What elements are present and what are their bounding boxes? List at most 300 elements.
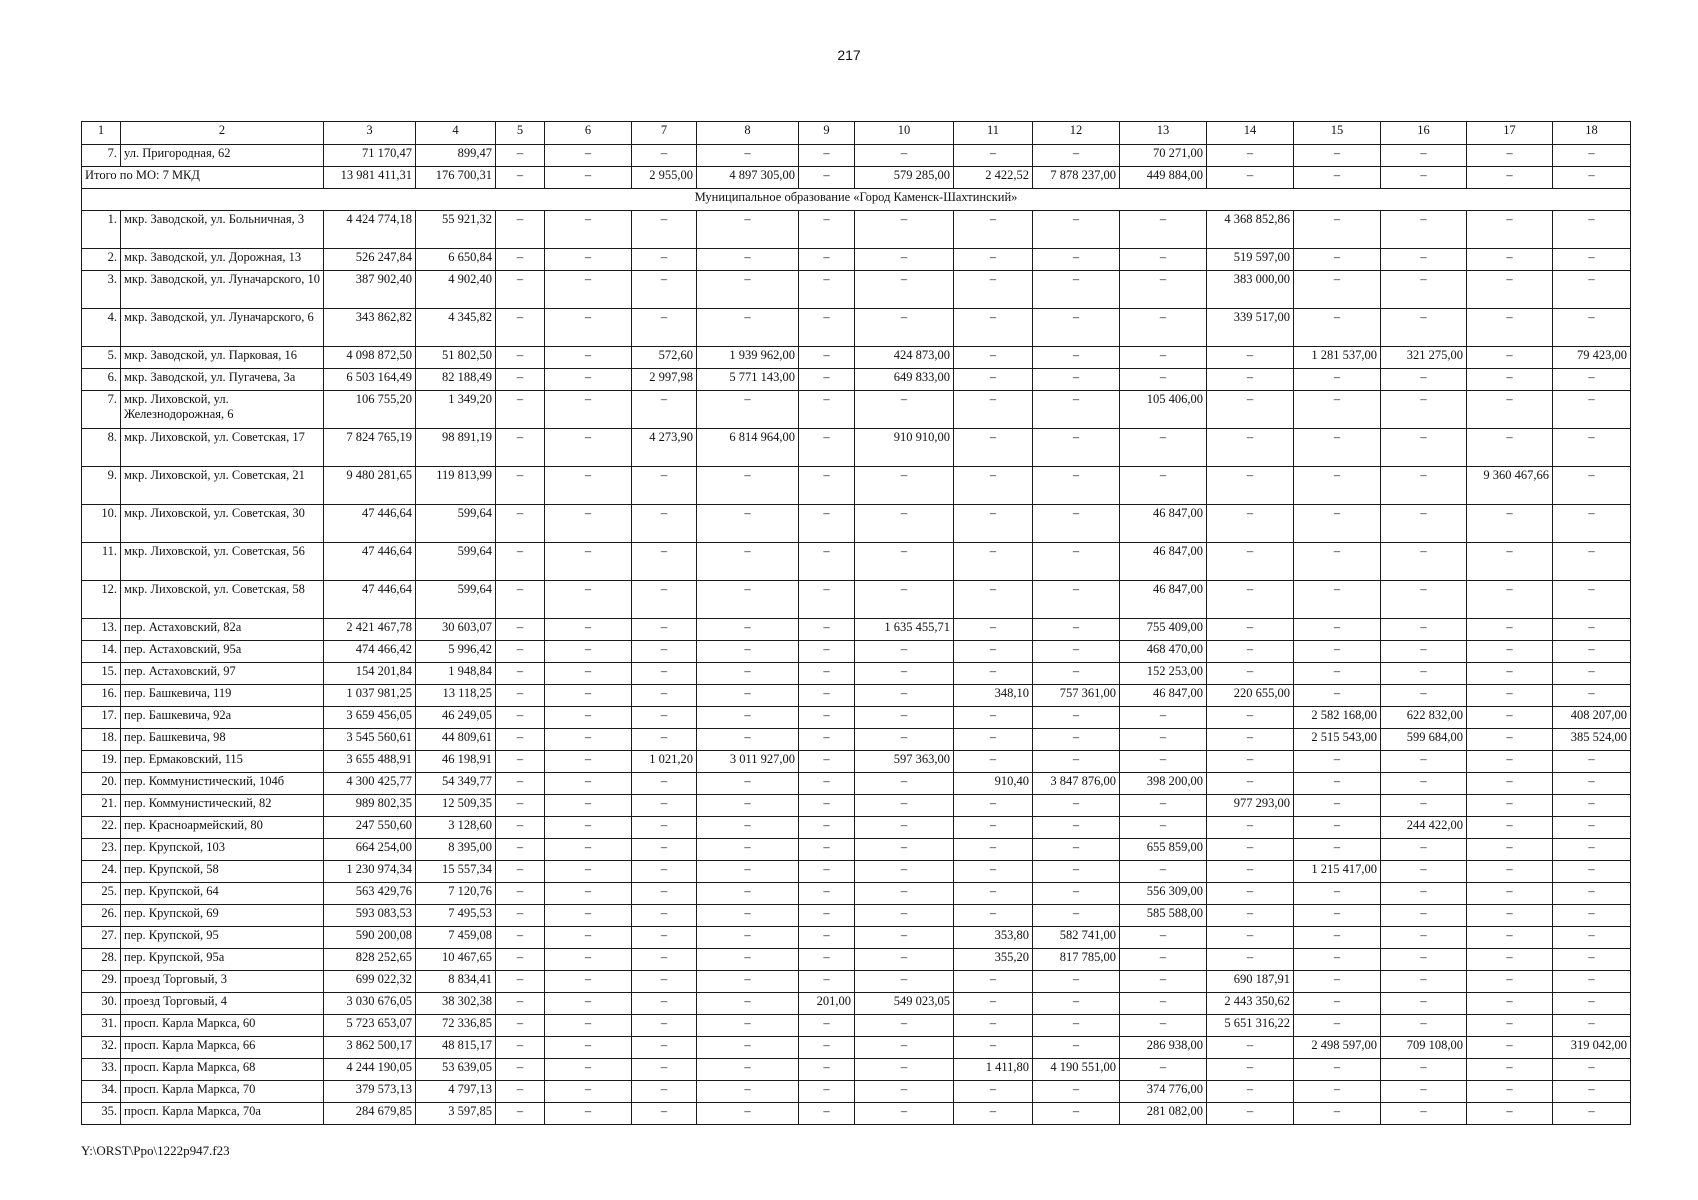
table-cell: 599,64 [416,505,496,543]
table-cell: – [697,391,799,429]
table-cell: – [496,167,545,189]
table-row [82,663,1631,685]
table-cell: – [954,839,1033,861]
table-cell: – [697,861,799,883]
table-cell: – [1207,663,1294,685]
table-cell: – [799,927,855,949]
table-cell: – [1467,369,1553,391]
table-cell: – [954,663,1033,685]
table-cell: 339 517,00 [1207,309,1294,347]
table-cell: – [1294,1015,1381,1037]
table-cell: 2 582 168,00 [1294,707,1381,729]
address-cell: пер. Крупской, 103 [121,839,324,861]
table-cell: – [697,581,799,619]
table-cell: – [1033,993,1120,1015]
table-row [82,1059,1631,1081]
table-cell: – [1381,993,1467,1015]
table-cell: – [632,641,697,663]
table-cell: – [954,429,1033,467]
address-cell: пер. Башкевича, 98 [121,729,324,751]
table-cell: – [855,707,954,729]
table-cell: 348,10 [954,685,1033,707]
row-number: 12. [82,581,121,619]
table-cell: 82 188,49 [416,369,496,391]
table-cell: 7 824 765,19 [324,429,416,467]
address-cell: мкр. Заводской, ул. Луначарского, 6 [121,309,324,347]
table-cell: 622 832,00 [1381,707,1467,729]
table-cell: – [496,1059,545,1081]
table-cell: – [1294,1081,1381,1103]
address-cell: пер. Крупской, 69 [121,905,324,927]
table-cell: 4 190 551,00 [1033,1059,1120,1081]
table-cell: – [496,347,545,369]
table-cell: – [1467,663,1553,685]
row-number: 29. [82,971,121,993]
table-cell: – [799,1103,855,1125]
table-cell: – [545,1103,632,1125]
table-cell: – [632,971,697,993]
table-cell: 201,00 [799,993,855,1015]
table-cell: – [632,505,697,543]
address-cell: проезд Торговый, 3 [121,971,324,993]
table-cell: – [799,685,855,707]
table-cell: 398 200,00 [1120,773,1207,795]
table-cell: – [697,1037,799,1059]
table-cell: 709 108,00 [1381,1037,1467,1059]
column-number: 6 [545,122,632,145]
table-row [82,1103,1631,1125]
table-cell: 3 128,60 [416,817,496,839]
table-cell: – [496,581,545,619]
table-cell: 4 273,90 [632,429,697,467]
table-cell: – [545,663,632,685]
table-cell: – [954,1103,1033,1125]
table-cell: – [799,145,855,167]
table-cell: – [1294,905,1381,927]
table-cell: – [855,949,954,971]
table-row [82,641,1631,663]
table-cell: 828 252,65 [324,949,416,971]
table-cell: – [545,467,632,505]
table-cell: – [632,861,697,883]
table-cell: – [1033,971,1120,993]
table-cell: – [855,505,954,543]
table-cell: – [545,1015,632,1037]
address-cell: мкр. Заводской, ул. Луначарского, 10 [121,271,324,309]
table-cell: – [632,543,697,581]
table-cell: – [632,883,697,905]
table-cell: – [1381,1059,1467,1081]
table-cell: – [1381,211,1467,249]
table-cell: – [545,949,632,971]
table-cell: – [1294,817,1381,839]
table-cell: – [697,619,799,641]
table-row [82,145,1631,167]
table-cell: 53 639,05 [416,1059,496,1081]
table-cell: – [1553,581,1631,619]
table-cell: – [632,685,697,707]
table-cell: – [1033,145,1120,167]
table-cell: 519 597,00 [1207,249,1294,271]
table-cell: 585 588,00 [1120,905,1207,927]
table-cell: 46 847,00 [1120,505,1207,543]
table-cell: – [545,429,632,467]
table-cell: – [545,729,632,751]
table-cell: – [1553,795,1631,817]
table-cell: 590 200,08 [324,927,416,949]
table-cell: – [1033,817,1120,839]
table-cell: – [1553,1015,1631,1037]
table-cell: – [1381,309,1467,347]
table-cell: – [954,347,1033,369]
table-cell: – [799,971,855,993]
table-cell: – [697,707,799,729]
table-cell: 6 814 964,00 [697,429,799,467]
table-cell: – [632,795,697,817]
row-number: 30. [82,993,121,1015]
table-row [82,971,1631,993]
table-cell: – [1294,309,1381,347]
table-cell: – [799,581,855,619]
table-cell: – [496,309,545,347]
table-cell: – [799,1015,855,1037]
table-cell: – [632,707,697,729]
table-cell: – [1553,1081,1631,1103]
table-cell: 899,47 [416,145,496,167]
column-number: 1 [82,122,121,145]
table-cell: – [1294,663,1381,685]
table-cell: – [1120,309,1207,347]
table-cell: – [1294,145,1381,167]
table-cell: – [545,1037,632,1059]
table-cell: – [799,543,855,581]
table-cell: 47 446,64 [324,543,416,581]
table-cell: – [1294,641,1381,663]
table-row [82,751,1631,773]
table-cell: 5 723 653,07 [324,1015,416,1037]
table-cell: 8 834,41 [416,971,496,993]
table-cell: – [1467,927,1553,949]
table-cell: – [496,1103,545,1125]
table-cell: 1 349,20 [416,391,496,429]
table-cell: – [1467,1059,1553,1081]
table-cell: – [1294,211,1381,249]
table-cell: – [496,619,545,641]
table-row [82,309,1631,347]
row-number: 25. [82,883,121,905]
table-cell: – [799,839,855,861]
row-number: 11. [82,543,121,581]
table-cell: – [1467,685,1553,707]
table-cell: – [1033,211,1120,249]
table-cell: – [1467,145,1553,167]
table-cell: – [855,773,954,795]
table-cell: 343 862,82 [324,309,416,347]
address-cell: мкр. Лиховской, ул. Советская, 21 [121,467,324,505]
table-cell: 46 847,00 [1120,581,1207,619]
table-cell: – [545,145,632,167]
column-number: 11 [954,122,1033,145]
table-cell: – [1467,167,1553,189]
table-row [82,369,1631,391]
table-cell: – [799,391,855,429]
table-cell: – [496,369,545,391]
table-cell: – [697,927,799,949]
table-cell: – [954,707,1033,729]
table-cell: – [1381,795,1467,817]
row-number: 22. [82,817,121,839]
row-number: 24. [82,861,121,883]
address-cell: пер. Башкевича, 92а [121,707,324,729]
table-cell: – [545,993,632,1015]
table-cell: – [1381,391,1467,429]
table-cell: – [1120,271,1207,309]
table-cell: 977 293,00 [1207,795,1294,817]
table-cell: – [1467,861,1553,883]
table-cell: – [855,211,954,249]
table-cell: – [545,347,632,369]
row-number: 19. [82,751,121,773]
row-number: 21. [82,795,121,817]
table-cell: – [697,839,799,861]
table-cell: – [799,751,855,773]
table-cell: 599,64 [416,581,496,619]
table-cell: 281 082,00 [1120,1103,1207,1125]
table-cell: 755 409,00 [1120,619,1207,641]
row-number: 35. [82,1103,121,1125]
table-cell: – [496,861,545,883]
table-cell: 5 771 143,00 [697,369,799,391]
table-cell: – [1381,751,1467,773]
table-cell: – [1381,167,1467,189]
table-cell: – [496,211,545,249]
table-cell: – [1207,861,1294,883]
table-cell: – [697,249,799,271]
table-cell: – [1467,429,1553,467]
table-cell: – [545,543,632,581]
table-cell: – [799,729,855,751]
table-cell: 3 655 488,91 [324,751,416,773]
table-cell: – [545,839,632,861]
table-cell: – [1033,369,1120,391]
address-cell: пер. Астаховский, 97 [121,663,324,685]
table-cell: – [545,883,632,905]
row-number: 27. [82,927,121,949]
table-cell: – [496,817,545,839]
table-cell: – [855,1059,954,1081]
table-cell: – [1294,839,1381,861]
table-cell: 4 244 190,05 [324,1059,416,1081]
table-cell: – [1033,347,1120,369]
table-cell: – [1553,1103,1631,1125]
table-row [82,773,1631,795]
address-cell: пер. Коммунистический, 82 [121,795,324,817]
row-number: 5. [82,347,121,369]
table-cell: – [1120,751,1207,773]
table-row [82,905,1631,927]
table-cell: 6 503 164,49 [324,369,416,391]
table-cell: – [632,993,697,1015]
column-number: 5 [496,122,545,145]
table-cell: 46 847,00 [1120,543,1207,581]
table-cell: 3 545 560,61 [324,729,416,751]
table-cell: – [1553,249,1631,271]
table-cell: – [545,817,632,839]
table-cell: – [632,145,697,167]
table-cell: 30 603,07 [416,619,496,641]
row-number: 17. [82,707,121,729]
table-cell: 353,80 [954,927,1033,949]
table-cell: – [1033,1037,1120,1059]
table-cell: 4 424 774,18 [324,211,416,249]
table-cell: – [496,905,545,927]
table-cell: – [496,467,545,505]
table-cell: – [545,1059,632,1081]
table-cell: – [855,581,954,619]
table-cell: – [1120,1059,1207,1081]
table-row [82,1081,1631,1103]
table-cell: – [1120,369,1207,391]
address-cell: мкр. Лиховской, ул. Советская, 56 [121,543,324,581]
table-cell: – [1381,1081,1467,1103]
table-cell: – [1033,751,1120,773]
column-number: 7 [632,122,697,145]
table-cell: – [1467,505,1553,543]
table-cell: 70 271,00 [1120,145,1207,167]
table-cell: – [545,369,632,391]
table-cell: – [954,751,1033,773]
table-cell: – [1294,927,1381,949]
table-cell: 48 815,17 [416,1037,496,1059]
table-cell: – [496,249,545,271]
table-cell: – [855,249,954,271]
table-cell: – [697,729,799,751]
table-cell: – [496,1037,545,1059]
address-cell: ул. Пригородная, 62 [121,145,324,167]
table-cell: – [545,249,632,271]
address-cell: мкр. Заводской, ул. Парковая, 16 [121,347,324,369]
table-cell: – [1467,211,1553,249]
table-cell: 98 891,19 [416,429,496,467]
table-cell: – [632,927,697,949]
table-cell: – [1381,369,1467,391]
table-row [82,467,1631,505]
table-cell: 4 300 425,77 [324,773,416,795]
table-cell: 319 042,00 [1553,1037,1631,1059]
table-cell: – [1294,619,1381,641]
table-cell: 556 309,00 [1120,883,1207,905]
table-cell: – [1381,581,1467,619]
table-cell: – [545,309,632,347]
table-cell: – [855,905,954,927]
table-cell: 10 467,65 [416,949,496,971]
table-cell: – [1381,1015,1467,1037]
table-cell: – [1033,309,1120,347]
table-cell: – [1294,795,1381,817]
table-cell: – [697,949,799,971]
table-cell: – [855,467,954,505]
table-cell: – [799,271,855,309]
table-row [82,927,1631,949]
table-cell: – [496,993,545,1015]
table-cell: 4 897 305,00 [697,167,799,189]
table-cell: – [1033,795,1120,817]
table-cell: – [632,729,697,751]
table-cell: – [545,391,632,429]
table-cell: 449 884,00 [1120,167,1207,189]
column-number: 8 [697,122,799,145]
table-cell: – [1033,883,1120,905]
table-cell: – [1467,949,1553,971]
table-cell: – [1294,505,1381,543]
table-cell: 385 524,00 [1553,729,1631,751]
table-cell: – [1553,1059,1631,1081]
table-cell: 13 118,25 [416,685,496,707]
table-cell: – [954,641,1033,663]
column-number: 15 [1294,122,1381,145]
table-cell: – [1120,817,1207,839]
table-cell: 12 509,35 [416,795,496,817]
table-cell: – [1553,993,1631,1015]
table-cell: – [496,751,545,773]
table-cell: – [1381,949,1467,971]
table-cell: 55 921,32 [416,211,496,249]
table-cell: – [545,211,632,249]
address-cell: пер. Крупской, 95а [121,949,324,971]
table-cell: – [1294,369,1381,391]
table-cell: – [545,271,632,309]
table-cell: 38 302,38 [416,993,496,1015]
table-cell: 247 550,60 [324,817,416,839]
table-cell: – [632,817,697,839]
table-cell: 9 360 467,66 [1467,467,1553,505]
table-cell: – [697,1059,799,1081]
table-cell: 3 597,85 [416,1103,496,1125]
table-cell: – [697,993,799,1015]
table-cell: – [1207,883,1294,905]
table-cell: 2 515 543,00 [1294,729,1381,751]
column-number-row [82,122,1631,145]
table-cell: – [1381,429,1467,467]
table-cell: – [1120,993,1207,1015]
row-number: 26. [82,905,121,927]
table-row [82,817,1631,839]
table-cell: – [954,467,1033,505]
table-cell: – [1207,543,1294,581]
table-cell: – [632,839,697,861]
table-cell: – [1033,249,1120,271]
table-cell: – [632,619,697,641]
address-cell: пер. Башкевича, 119 [121,685,324,707]
table-cell: – [697,1081,799,1103]
row-number: 32. [82,1037,121,1059]
table-cell: – [1381,971,1467,993]
table-cell: – [496,543,545,581]
table-cell: 374 776,00 [1120,1081,1207,1103]
table-cell: – [1553,883,1631,905]
table-cell: 910 910,00 [855,429,954,467]
table-cell: – [632,309,697,347]
table-cell: 54 349,77 [416,773,496,795]
table-row [82,249,1631,271]
table-cell: – [1553,309,1631,347]
table-cell: – [1467,249,1553,271]
table-cell: 7 459,08 [416,927,496,949]
table-row [82,707,1631,729]
table-cell: 47 446,64 [324,505,416,543]
table-cell: – [1467,729,1553,751]
table-cell: – [1207,839,1294,861]
